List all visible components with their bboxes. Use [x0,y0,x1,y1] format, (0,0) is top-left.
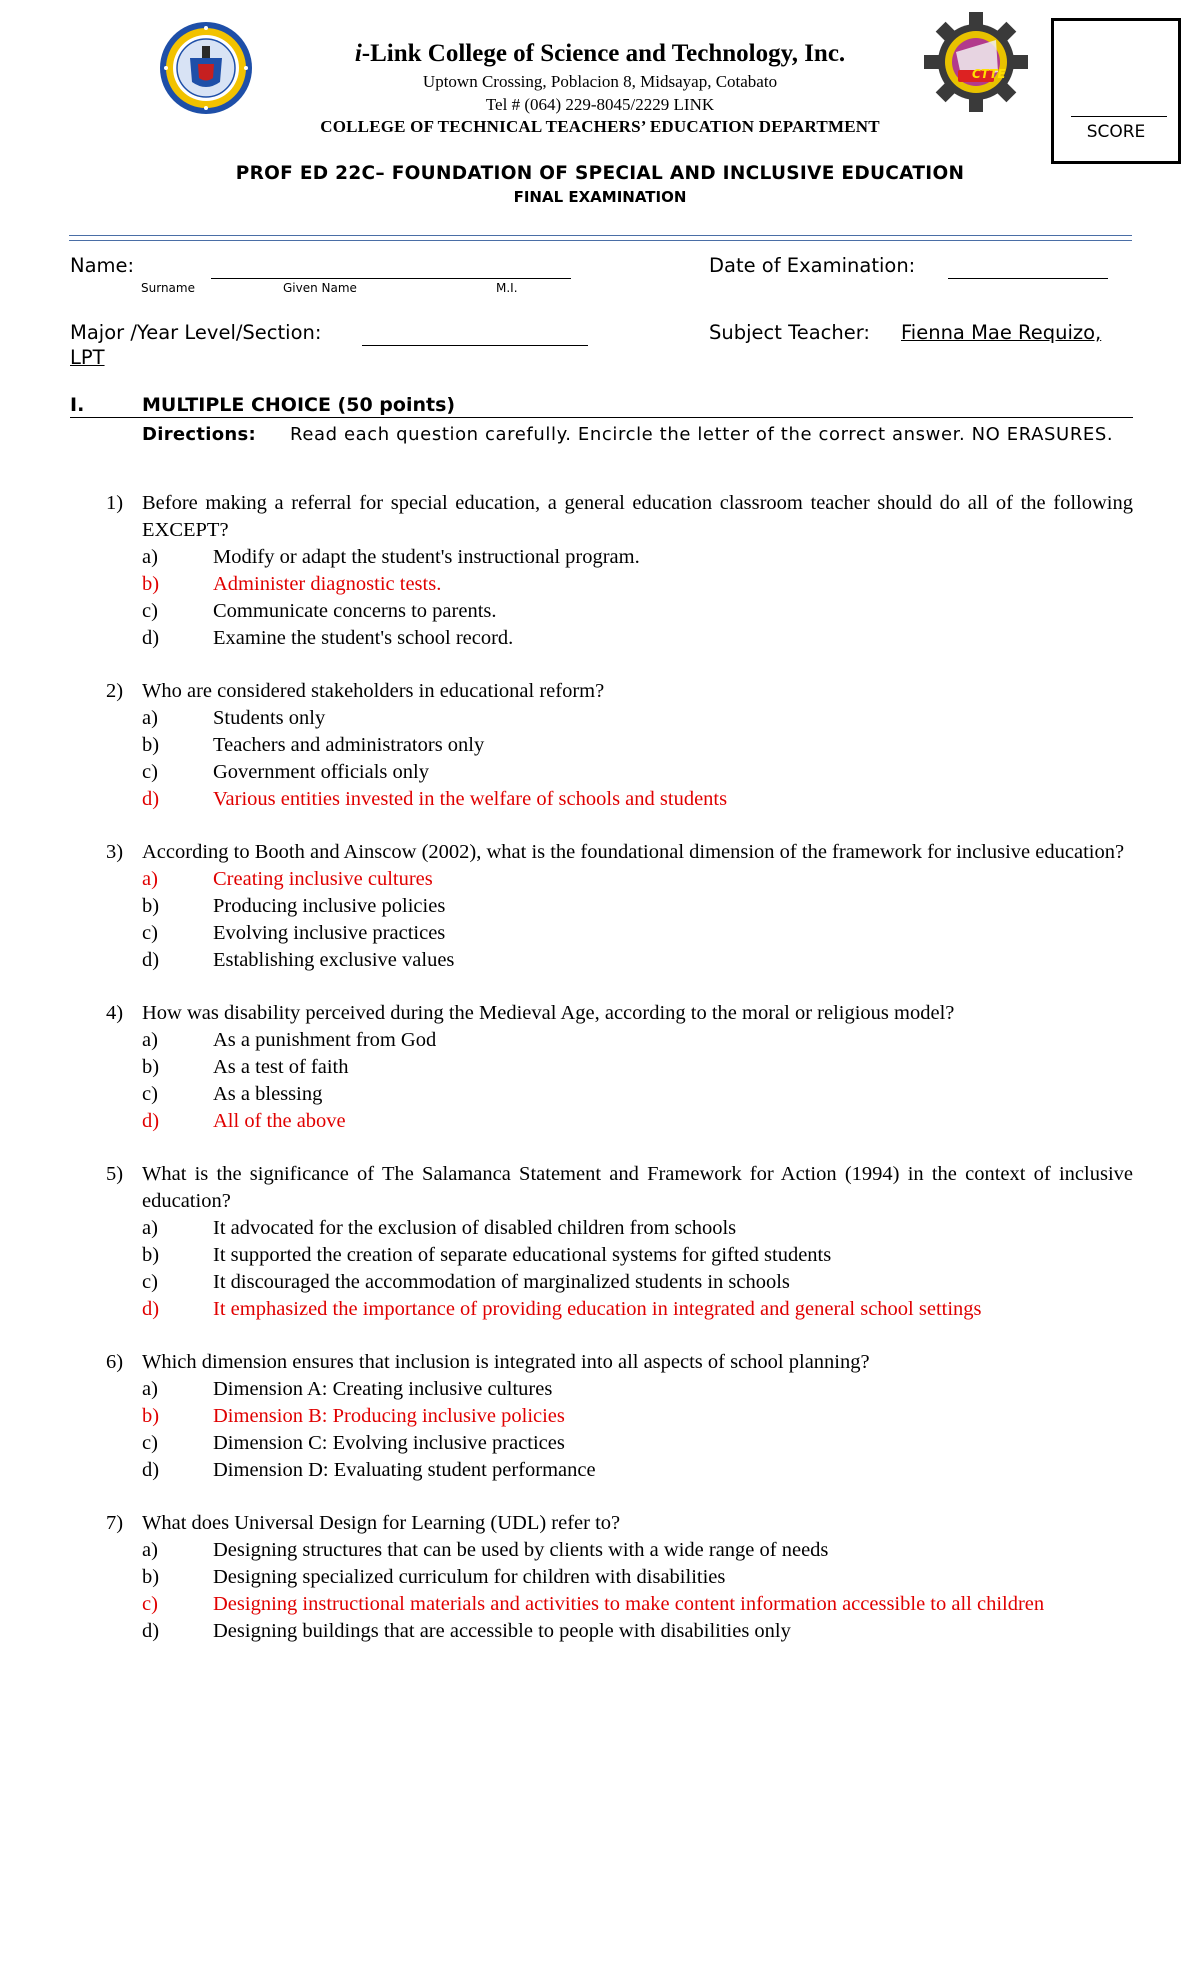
option-letter[interactable]: a) [142,868,158,890]
score-label: SCORE [1086,122,1146,142]
question-text: How was disability perceived during the Medieval Age, according to the moral or religious model? [142,1002,955,1024]
option-text: Examine the student's school record. [213,627,514,649]
college-name [0,40,1200,68]
option-letter[interactable]: c) [142,1593,158,1615]
section-heading [70,394,1133,418]
header-divider-bottom [69,240,1132,241]
option-text: It supported the creation of separate educational systems for gifted students [213,1244,832,1266]
answer-option[interactable] [0,544,1200,571]
question-stem [0,839,1200,866]
answer-option[interactable] [0,1242,1200,1269]
given-name-caption: Given Name [283,281,357,295]
answer-option[interactable] [0,1054,1200,1081]
option-text: Creating inclusive cultures [213,868,433,890]
answer-option[interactable] [0,786,1200,813]
question-text: What is the significance of The Salamanca Statement and Framework for Action (1994) in the context of inclusive education? [142,1163,1133,1212]
question-stem [0,1000,1200,1027]
teacher-suffix: LPT [70,346,105,369]
directions-text: Read each question carefully. Encircle the letter of the correct answer. NO ERASURES. [290,424,1114,445]
option-letter[interactable]: c) [142,1083,158,1105]
question-number: 6) [106,1351,124,1373]
question-2 [0,678,1200,813]
major-label: Major /Year Level/Section: [70,321,322,344]
answer-option[interactable] [0,1403,1200,1430]
answer-option[interactable] [0,866,1200,893]
teacher-name: Fienna Mae Requizo, [901,321,1102,344]
option-text: Designing structures that can be used by clients with a wide range of needs [213,1539,829,1561]
question-text: Who are considered stakeholders in educational reform? [142,680,605,702]
answer-option[interactable] [0,920,1200,947]
option-letter[interactable]: d) [142,788,160,810]
option-letter[interactable]: d) [142,1620,160,1642]
option-letter[interactable]: b) [142,573,160,595]
question-list [0,490,1200,1671]
major-blank[interactable] [362,321,588,346]
question-stem [0,1161,1200,1215]
department-name: COLLEGE OF TECHNICAL TEACHERS’ EDUCATION DEPARTMENT [320,117,880,136]
option-letter[interactable]: c) [142,922,158,944]
answer-option[interactable] [0,1430,1200,1457]
directions [70,423,1133,446]
option-text: It emphasized the importance of providing education in integrated and general school settings [213,1298,982,1320]
name-blank[interactable] [211,254,571,279]
option-text: Administer diagnostic tests. [213,573,442,595]
question-number: 7) [106,1512,124,1534]
option-letter[interactable]: b) [142,1405,160,1427]
option-letter[interactable]: d) [142,949,160,971]
answer-option[interactable] [0,1269,1200,1296]
option-letter[interactable]: d) [142,627,160,649]
answer-option[interactable] [0,1215,1200,1242]
answer-option[interactable] [0,705,1200,732]
college-telephone: Tel # (064) 229-8045/2229 LINK [485,95,715,114]
section-title: MULTIPLE CHOICE (50 points) [142,394,456,416]
option-text: Designing buildings that are accessible to people with disabilities only [213,1620,791,1642]
option-letter[interactable]: c) [142,600,158,622]
question-text: According to Booth and Ainscow (2002), what is the foundational dimension of the framework for inclusive education? [142,841,1125,863]
answer-option[interactable] [0,1376,1200,1403]
section-number: I. [70,394,85,416]
answer-option[interactable] [0,759,1200,786]
answer-option[interactable] [0,1296,1200,1323]
option-text: As a test of faith [213,1056,349,1078]
ctte-logo-text: CTTE [972,67,1006,81]
option-text: Dimension B: Producing inclusive policies [213,1405,565,1427]
mi-caption: M.I. [496,281,518,295]
option-text: Communicate concerns to parents. [213,600,497,622]
question-6 [0,1349,1200,1484]
college-name-prefix: i [354,40,362,67]
answer-option[interactable] [0,598,1200,625]
date-blank[interactable] [948,254,1108,279]
answer-option[interactable] [0,625,1200,652]
date-label: Date of Examination: [709,254,916,277]
question-5 [0,1161,1200,1323]
answer-option[interactable] [0,893,1200,920]
answer-option[interactable] [0,1457,1200,1484]
score-blank-line [1071,116,1167,117]
option-text: Teachers and administrators only [213,734,485,756]
answer-option[interactable] [0,571,1200,598]
course-title: PROF ED 22C– FOUNDATION OF SPECIAL AND INCLUSIVE EDUCATION [235,163,965,184]
option-letter[interactable]: b) [142,895,160,917]
answer-option[interactable] [0,1081,1200,1108]
question-stem [0,490,1200,544]
option-text: Evolving inclusive practices [213,922,446,944]
score-box [1051,18,1181,164]
question-4 [0,1000,1200,1135]
option-text: Designing instructional materials and activities to make content information accessible to all children [213,1593,1045,1615]
question-stem [0,678,1200,705]
option-text: It advocated for the exclusion of disabled children from schools [213,1217,737,1239]
header-divider-top [69,235,1132,236]
question-number: 3) [106,841,124,863]
question-number: 1) [106,492,124,514]
question-3 [0,839,1200,974]
answer-option[interactable] [0,1027,1200,1054]
option-text: Dimension D: Evaluating student performance [213,1459,596,1481]
answer-option[interactable] [0,1618,1200,1645]
option-letter[interactable]: a) [142,546,158,568]
option-letter[interactable]: b) [142,1056,160,1078]
teacher-label: Subject Teacher: [709,321,870,344]
option-text: Modify or adapt the student's instructional program. [213,546,640,568]
option-text: As a punishment from God [213,1029,437,1051]
surname-caption: Surname [141,281,195,295]
directions-label: Directions: [142,424,257,445]
option-text: Dimension C: Evolving inclusive practices [213,1432,565,1454]
question-text: What does Universal Design for Learning (UDL) refer to? [142,1512,621,1534]
option-letter[interactable]: c) [142,761,158,783]
option-letter[interactable]: b) [142,1566,160,1588]
option-text: Government officials only [213,761,429,783]
question-text: Which dimension ensures that inclusion is integrated into all aspects of school planning? [142,1351,870,1373]
option-letter[interactable]: a) [142,1539,158,1561]
college-address: Uptown Crossing, Poblacion 8, Midsayap, Cotabato [422,72,778,91]
option-letter[interactable]: c) [142,1271,158,1293]
answer-option[interactable] [0,1564,1200,1591]
option-letter[interactable]: b) [142,734,160,756]
answer-option[interactable] [0,1591,1200,1618]
option-letter[interactable]: a) [142,707,158,729]
option-letter[interactable]: c) [142,1432,158,1454]
question-text: Before making a referral for special education, a general education classroom teacher should do all of the following EXCEPT? [142,492,1133,541]
question-7 [0,1510,1200,1645]
option-letter[interactable]: a) [142,1378,158,1400]
option-text: Various entities invested in the welfare of schools and students [213,788,728,810]
college-name-rest: -Link College of Science and Technology, Inc. [361,40,846,67]
exam-type: FINAL EXAMINATION [513,188,687,206]
option-text: Students only [213,707,326,729]
option-letter[interactable]: b) [142,1244,160,1266]
question-number: 5) [106,1163,124,1185]
answer-option[interactable] [0,732,1200,759]
option-letter[interactable]: a) [142,1029,158,1051]
option-text: It discouraged the accommodation of marginalized students in schools [213,1271,790,1293]
question-number: 2) [106,680,124,702]
question-1 [0,490,1200,652]
question-stem [0,1510,1200,1537]
answer-option[interactable] [0,947,1200,974]
answer-option[interactable] [0,1537,1200,1564]
option-letter[interactable]: a) [142,1217,158,1239]
option-text: Producing inclusive policies [213,895,446,917]
option-text: Dimension A: Creating inclusive cultures [213,1378,553,1400]
name-label: Name: [70,254,135,277]
option-text: As a blessing [213,1083,323,1105]
question-stem [0,1349,1200,1376]
option-letter[interactable]: d) [142,1459,160,1481]
option-letter[interactable]: d) [142,1298,160,1320]
option-text: Establishing exclusive values [213,949,455,971]
answer-option[interactable] [0,1108,1200,1135]
question-number: 4) [106,1002,124,1024]
option-text: Designing specialized curriculum for children with disabilities [213,1566,726,1588]
option-text: All of the above [213,1110,346,1132]
option-letter[interactable]: d) [142,1110,160,1132]
